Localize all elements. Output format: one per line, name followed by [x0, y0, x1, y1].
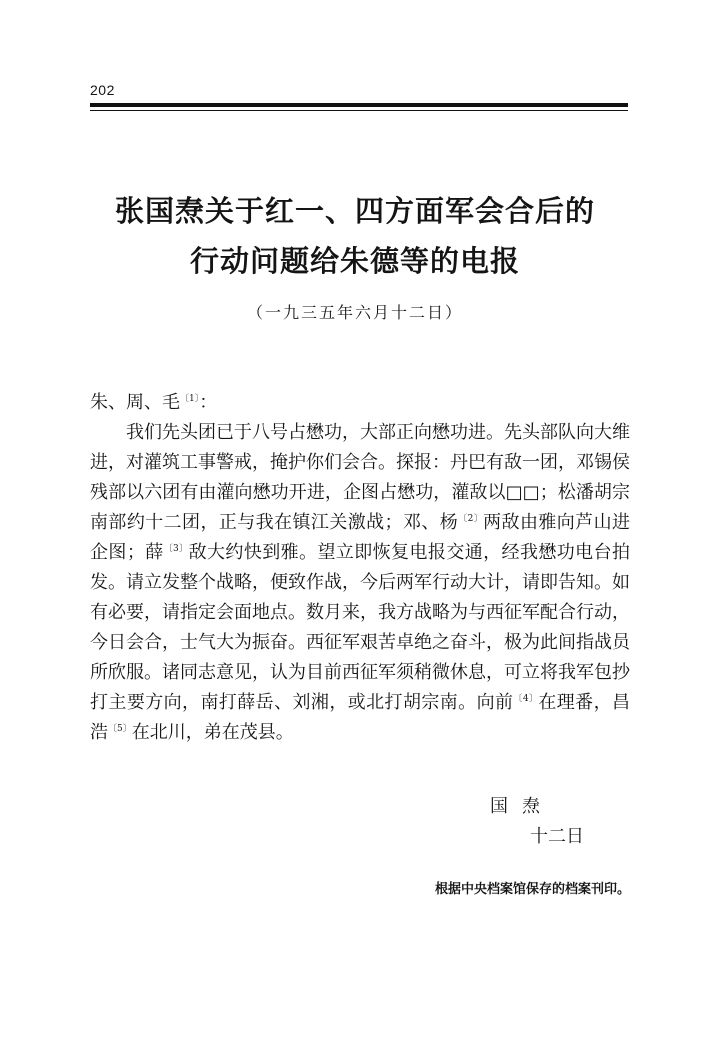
salutation-names: 朱、周、毛 [90, 392, 180, 413]
body-segment-1: 我们先头团已于八号占懋功，大部正向懋功进。先头部队向大维进，对灌筑工事警戒，掩护你们会合。探报：丹巴有敌一团，邓锡侯残部以六团有由灌向懋功开进，企图占懋功，灌敌以□□；松潘胡宗南部约十二团，正与我在镇江关激战；邓、杨 [90, 422, 630, 533]
body-segment-4: 在理番，昌浩 [90, 692, 630, 743]
footnote-ref-4: 〔4〕 [513, 694, 539, 704]
title-line-1: 张国焘关于红一、四方面军会合后的 [114, 194, 595, 228]
document-date: （一九三五年六月十二日） [246, 303, 463, 322]
body-paragraph [90, 418, 630, 748]
body-segment-3: 敌大约快到雅。望立即恢复电报交通，经我懋功电台拍发。请立发整个战略，便致作战，今后两军行动大计，请即告知。如有必要，请指定会面地点。数月来，我方战略为与西征军配合行动，今日会合，士气大为振奋。西征军艰苦卓绝之奋斗，极为此间指战员所欣服。诸同志意见，认为目前西征军须稍微休息，可立将我军包抄打主要方向，南打薛岳、刘湘，或北打胡宗南。向前 [90, 542, 630, 713]
salutation [90, 388, 630, 418]
title-line-2: 行动问题给朱德等的电报 [189, 244, 520, 278]
body-segment-2: 两敌由雅向芦山进企图；薛 [90, 512, 631, 563]
source-note: 根据中央档案馆保存的档案刊印。 [434, 882, 630, 897]
salutation-colon: ： [199, 392, 218, 413]
page-number: 202 [90, 82, 115, 98]
document-title [0, 186, 710, 286]
header-rule-thick [90, 103, 628, 107]
footnote-ref-1: 〔1〕 [180, 394, 200, 404]
footnote-ref-2: 〔2〕 [458, 514, 484, 524]
signature-name: 国焘 [490, 796, 554, 817]
footnote-ref-5: 〔5〕 [108, 724, 132, 734]
signature-date: 十二日 [530, 826, 584, 847]
header-rule-thin [90, 110, 628, 111]
telegram-body [90, 388, 630, 748]
footnote-ref-3: 〔3〕 [163, 544, 189, 554]
body-segment-5: 在北川，弟在茂县。 [131, 722, 294, 743]
